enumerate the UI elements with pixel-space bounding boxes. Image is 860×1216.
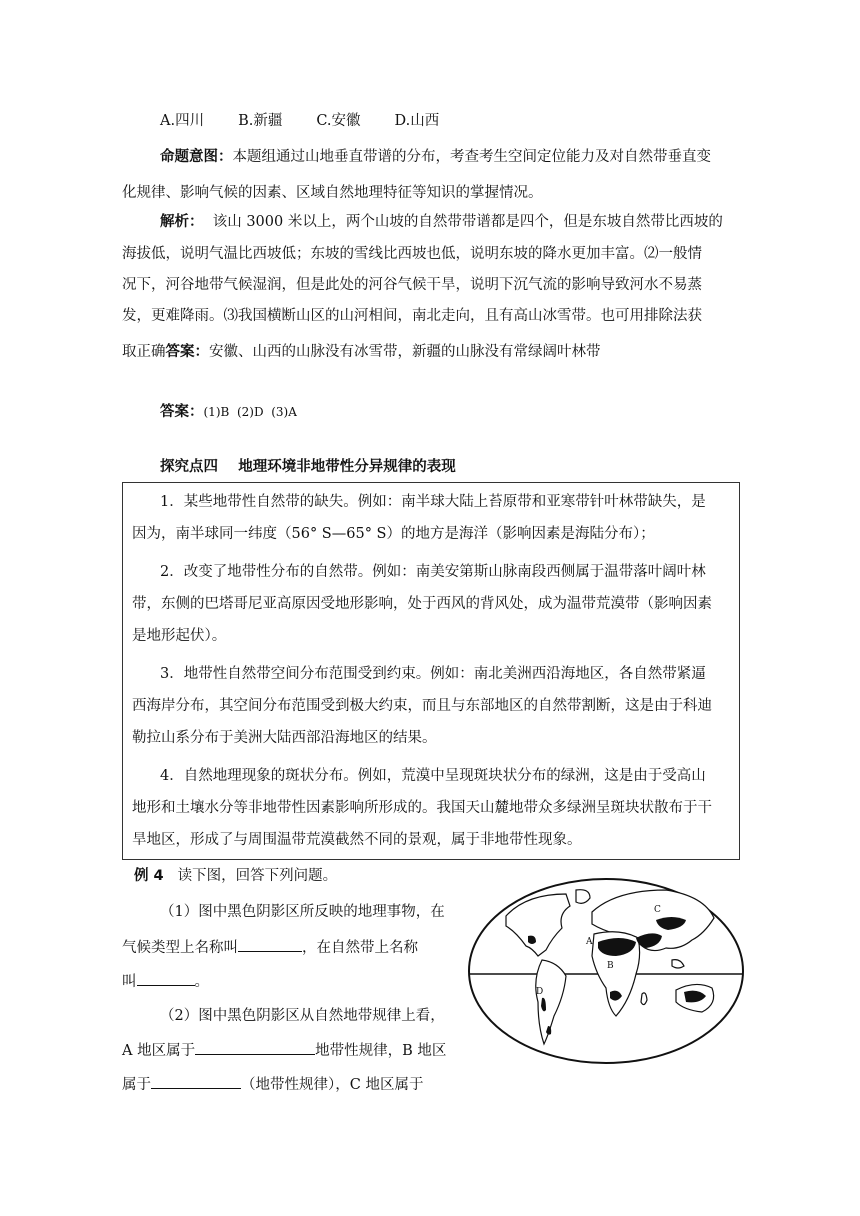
question-1-line-2 [122, 937, 418, 958]
intent-line-2: 化规律、影响气候的因素、区域自然地理特征等知识的掌握情况。 [122, 185, 543, 201]
box-line: 3．地带性自然带空间分布范围受到约束。例如：南北美洲西沿海地区，各自然带紧逼 [160, 666, 706, 682]
answer-line [160, 402, 297, 422]
blank-region-b[interactable] [151, 1074, 241, 1089]
analysis-answer-label: 答案： [165, 344, 209, 360]
box-line: 勒拉山系分布于美洲大陆西部沿海地区的结果。 [132, 730, 437, 746]
box-line: 是地形起伏）。 [132, 628, 227, 644]
q2-text-c: 地带性规律，B 地区 [315, 1043, 447, 1059]
analysis-line-5 [122, 342, 601, 362]
intent-line-1 [160, 147, 711, 167]
q1-text-e: 。 [194, 974, 209, 990]
analysis-line-2: 海拔低，说明气温比西坡低；东坡的雪线比西坡也低，说明东坡的降水更加丰富。⑵一般情 [122, 246, 702, 262]
q2-text-b: A 地区属于 [122, 1043, 196, 1059]
option-c: C.安徽 [316, 113, 361, 129]
map-label-d: D [536, 987, 544, 997]
box-line: 西海岸分布，其空间分布范围受到极大约束，而且与东部地区的自然带割断，这是由于科迪 [132, 698, 712, 714]
intent-text-1: 本题组通过山地垂直带谱的分布，考查考生空间定位能力及对自然带垂直变 [232, 149, 711, 165]
blank-region-a[interactable] [195, 1040, 315, 1055]
map-label-b: B [607, 961, 614, 971]
map-label-a: A [586, 937, 593, 947]
analysis-prefix: 取正确 [122, 344, 166, 360]
analysis-label: 解析： [160, 214, 204, 230]
question-1-line-1: （1）图中黑色阴影区所反映的地理事物，在 [160, 904, 445, 920]
box-line: 4．自然地理现象的斑状分布。例如，荒漠中呈现斑块状分布的绿洲，这是由于受高山 [160, 768, 706, 784]
analysis-line-4: 发，更难降雨。⑶我国横断山区的山河相间，南北走向，且有高山冰雪带。也可用排除法获 [122, 308, 702, 324]
answer-value: (1)B (2)D (3)A [203, 405, 297, 419]
option-a: A.四川 [160, 113, 205, 129]
question-2-line-2 [122, 1040, 446, 1061]
option-b: B.新疆 [238, 113, 283, 129]
question-2-line-3 [122, 1074, 423, 1095]
option-d: D.山西 [394, 113, 440, 129]
example-header [134, 866, 337, 886]
map-label-c: C [654, 905, 661, 915]
q2-text-d: 属于 [122, 1077, 151, 1093]
q1-text-b: 气候类型上名称叫 [122, 940, 238, 956]
world-map-figure [466, 876, 746, 1066]
q2-text-e: （地带性规律），C 地区属于 [241, 1077, 424, 1093]
blank-natural-zone[interactable] [137, 971, 195, 986]
analysis-text-1: 该山 3000 米以上，两个山坡的自然带带谱都是四个，但是东坡自然带比西坡的 [203, 214, 723, 230]
box-line: 2．改变了地带性分布的自然带。例如：南美安第斯山脉南段西侧属于温带落叶阔叶林 [160, 564, 706, 580]
box-line: 因为，南半球同一纬度（56° S—65° S）的地方是海洋（影响因素是海陆分布）； [132, 526, 655, 542]
section-title-text: 探究点四 地理环境非地带性分异规律的表现 [160, 459, 456, 475]
question-1-line-3 [122, 971, 209, 992]
answer-label: 答案： [160, 404, 204, 420]
intent-label: 命题意图： [160, 149, 233, 165]
box-line: 旱地区，形成了与周围温带荒漠截然不同的景观，属于非地带性现象。 [132, 832, 582, 848]
box-line: 地形和土壤水分等非地带性因素影响所形成的。我国天山麓地带众多绿洲呈斑块状散布于干 [132, 800, 712, 816]
answer-options [160, 111, 473, 131]
example-prompt: 读下图，回答下列问题。 [177, 868, 338, 884]
box-line: 1．某些地带性自然带的缺失。例如：南半球大陆上苔原带和亚寒带针叶林带缺失，是 [160, 494, 706, 510]
analysis-line-3: 况下，河谷地带气候湿润，但是此处的河谷气候干旱，说明下沉气流的影响导致河水不易蒸 [122, 277, 702, 293]
q1-text-c: ，在自然带上名称 [302, 940, 418, 956]
question-2-line-1: （2）图中黑色阴影区从自然地带规律上看， [160, 1008, 445, 1024]
box-line: 带，东侧的巴塔哥尼亚高原因受地形影响，处于西风的背风处，成为温带荒漠带（影响因素 [132, 596, 712, 612]
example-label: 例 4 [134, 868, 164, 884]
analysis-line-1 [160, 212, 723, 232]
q1-text-d: 叫 [122, 974, 137, 990]
blank-climate-type[interactable] [238, 937, 302, 952]
section-title [160, 457, 456, 477]
analysis-suffix: 安徽、山西的山脉没有冰雪带，新疆的山脉没有常绿阔叶林带 [209, 344, 601, 360]
